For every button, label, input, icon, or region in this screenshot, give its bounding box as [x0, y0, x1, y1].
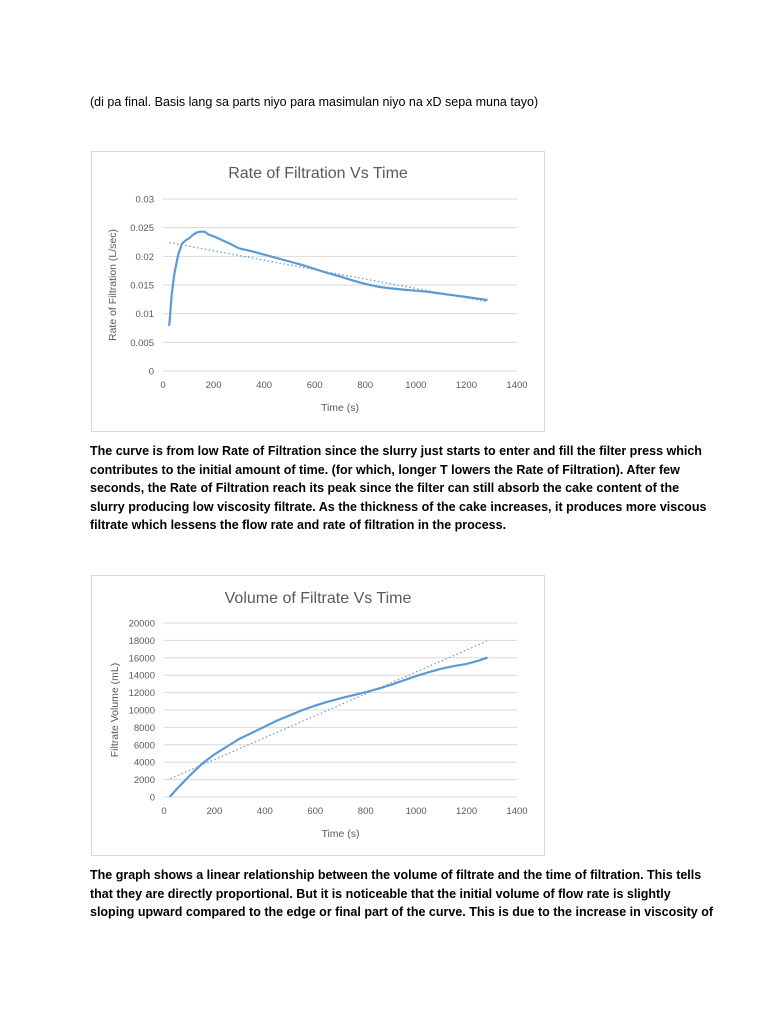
x-tick-label: 1400 [506, 806, 528, 817]
paragraph-line: contributes to the initial amount of time. (for which, longer T lowers the Rate of Filtration). After few [90, 462, 680, 477]
volume-of-filtrate-chart [91, 575, 545, 856]
y-tick-label: 6000 [133, 740, 155, 752]
paragraph-line: slurry producing low viscosity filtrate. As the thickness of the cake increases, it produces more viscous [90, 499, 707, 514]
x-axis-title: Time (s) [320, 402, 360, 414]
volume-of-filtrate-chart-svg [92, 576, 544, 855]
x-tick-label: 1400 [506, 380, 528, 391]
y-axis-title: Filtrate Volume (mL) [109, 662, 121, 758]
y-tick-label: 0.02 [135, 251, 154, 263]
y-tick-label: 0.03 [135, 194, 154, 206]
paragraph-line: seconds, the Rate of Filtration reach its peak since the filter can still absorb the cake content of the [90, 481, 680, 495]
paragraph-line: The graph shows a linear relationship between the volume of filtrate and the time of filtration. This tells [90, 868, 702, 882]
draft-note: (di pa final. Basis lang sa parts niyo para masimulan niyo na xD sepa muna tayo) [90, 95, 539, 109]
y-tick-label: 0 [149, 792, 155, 804]
x-axis-title: Time (s) [321, 828, 360, 840]
y-tick-label: 12000 [128, 688, 155, 700]
paragraph-volume-explanation [90, 866, 714, 922]
x-tick-label: 200 [205, 380, 222, 391]
y-tick-label: 20000 [128, 618, 155, 630]
paragraph-rate-explanation [90, 442, 707, 535]
y-axis-title: Rate of Filtration (L/sec) [107, 228, 119, 342]
y-tick-label: 2000 [133, 775, 155, 787]
x-tick-label: 600 [306, 380, 323, 391]
x-tick-label: 1000 [405, 380, 427, 391]
series-line [169, 232, 486, 325]
y-tick-label: 10000 [128, 705, 155, 717]
paragraph-line: filtrate which lessens the flow rate and rate of filtration in the process. [90, 518, 507, 532]
x-tick-label: 400 [256, 380, 273, 391]
rate-of-filtration-chart-svg [92, 152, 544, 431]
y-tick-label: 8000 [133, 722, 155, 734]
paragraph-line: The curve is from low Rate of Filtration since the slurry just starts to enter and fill the filter press which [90, 444, 702, 458]
x-tick-label: 800 [357, 806, 374, 817]
x-tick-label: 0 [161, 806, 167, 817]
y-tick-label: 0.01 [135, 309, 154, 321]
x-tick-label: 200 [206, 806, 223, 817]
y-tick-label: 0 [148, 366, 154, 378]
chart-title: Volume of Filtrate Vs Time [224, 590, 412, 607]
paragraph-line: sloping upward compared to the edge or final part of the curve. This is due to the increase in viscosity of [90, 905, 714, 919]
y-tick-label: 14000 [128, 670, 155, 682]
x-tick-label: 0 [160, 380, 166, 391]
y-tick-label: 4000 [133, 757, 155, 769]
x-tick-label: 1200 [455, 380, 477, 391]
y-tick-label: 18000 [128, 635, 155, 647]
x-tick-label: 1000 [405, 806, 427, 817]
y-tick-label: 0.025 [130, 223, 154, 235]
x-tick-label: 800 [357, 380, 374, 391]
y-tick-label: 0.005 [130, 337, 154, 349]
x-tick-label: 400 [256, 806, 273, 817]
x-tick-label: 600 [307, 806, 324, 817]
paragraph-line: that they are directly proportional. But it is noticeable that the initial volume of flow rate is slightly [90, 886, 671, 901]
y-tick-label: 0.015 [130, 280, 154, 292]
rate-of-filtration-chart [91, 151, 545, 432]
chart-title: Rate of Filtration Vs Time [228, 165, 408, 182]
x-tick-label: 1200 [456, 806, 478, 817]
y-tick-label: 16000 [128, 653, 155, 665]
